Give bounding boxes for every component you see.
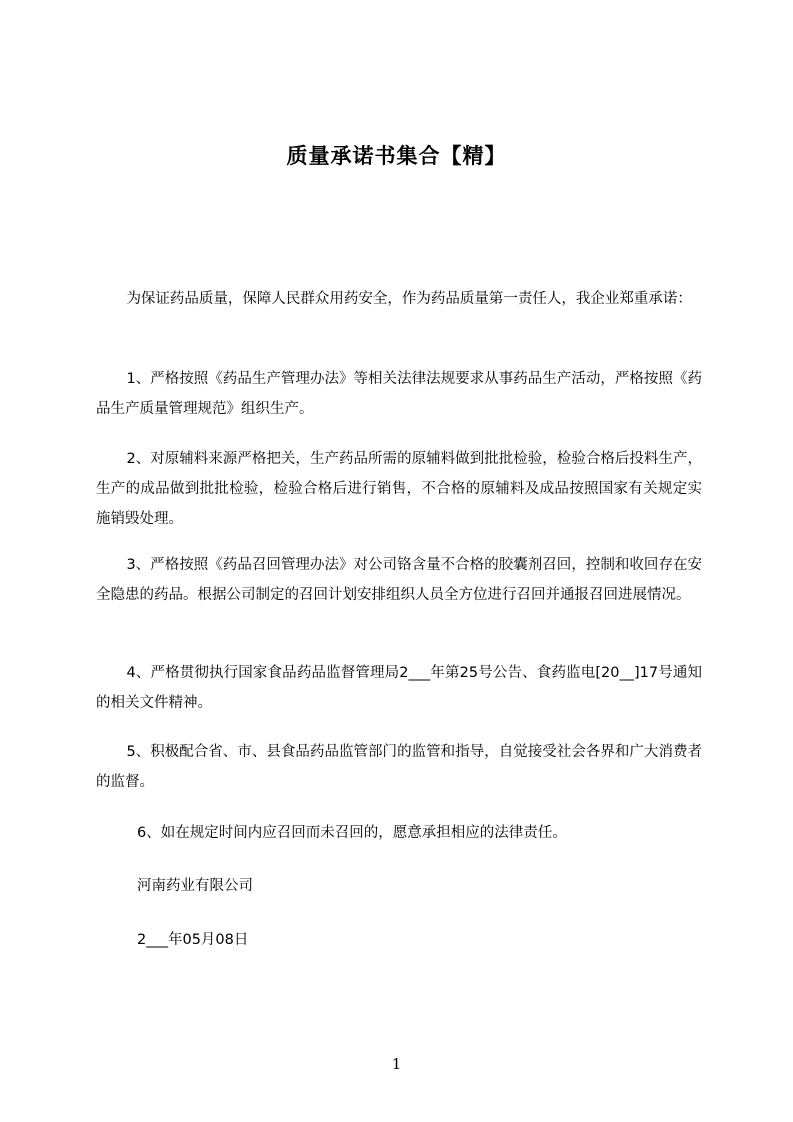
commitment-item-6: 6、如在规定时间内应召回而未召回的，愿意承担相应的法律责任。 <box>137 825 567 841</box>
commitment-item-4: 4、严格贯彻执行国家食品药品监督管理局2___年第25号公告、食药监电[20__]17号通知的相关文件精神。 <box>96 665 702 711</box>
commitment-item-5: 5、积极配合省、市、县食品药品监管部门的监管和指导，自觉接受社会各界和广大消费者的监督。 <box>96 744 702 790</box>
document-title: 质量承诺书集合【精】 <box>286 144 507 168</box>
commitment-item-1: 1、严格按照《药品生产管理办法》等相关法律法规要求从事药品生产活动，严格按照《药品生产质量管理规范》组织生产。 <box>96 371 702 417</box>
company-name: 河南药业有限公司 <box>137 878 253 894</box>
commitment-item-3: 3、严格按照《药品召回管理办法》对公司铬含量不合格的胶囊剂召回，控制和收回存在安全隐患的药品。根据公司制定的召回计划安排组织人员全方位进行召回并通报召回进展情况。 <box>96 557 702 603</box>
commitment-item-2: 2、对原辅料来源严格把关，生产药品所需的原辅料做到批批检验，检验合格后投料生产，生产的成品做到批批检验，检验合格后进行销售，不合格的原辅料及成品按照国家有关规定实施销毁处理。 <box>96 451 702 527</box>
intro-paragraph: 为保证药品质量，保障人民群众用药安全，作为药品质量第一责任人，我企业郑重承诺： <box>126 291 692 307</box>
document-date: 2___年05月08日 <box>137 932 249 948</box>
page-number: 1 <box>391 1055 402 1073</box>
